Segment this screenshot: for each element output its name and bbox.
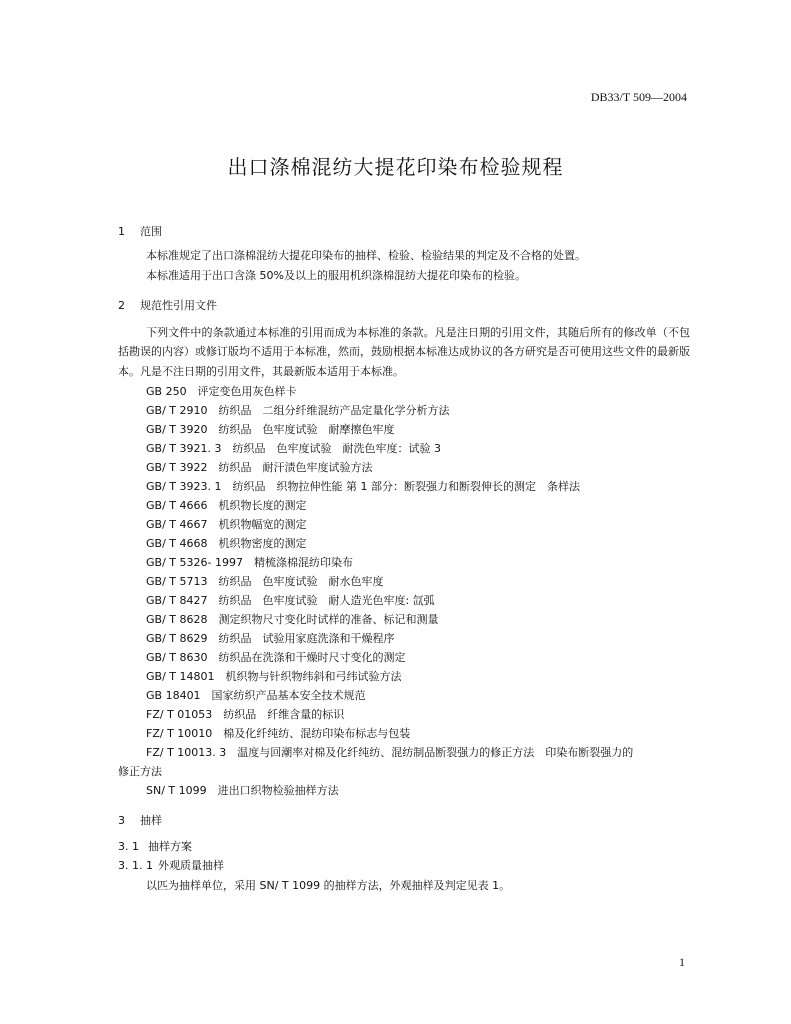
reference-item: GB/ T 14801 机织物与针织物纬斜和弓纬试验方法 <box>146 670 402 683</box>
reference-item: GB/ T 4668 机织物密度的测定 <box>146 537 307 550</box>
section-3-heading <box>118 812 162 828</box>
section-2-heading <box>118 297 217 313</box>
section-title: 外观质量抽样 <box>158 859 224 872</box>
section-number: 2 <box>118 299 125 312</box>
subsection-3-1-1-heading <box>118 857 224 873</box>
reference-item: GB/ T 8427 纺织品 色牢度试验 耐人造光色牢度: 氙弧 <box>146 594 435 607</box>
section-number: 1 <box>118 225 125 238</box>
reference-item: GB 250 评定变色用灰色样卡 <box>146 385 297 398</box>
reference-item: GB/ T 3923. 1 纺织品 织物拉伸性能 第 1 部分：断裂强力和断裂伸长的测定 条样法 <box>146 480 580 493</box>
section-title: 抽样方案 <box>148 840 192 853</box>
reference-item: GB/ T 5326- 1997 精梳涤棉混纺印染布 <box>146 556 353 569</box>
reference-item: GB/ T 3920 纺织品 色牢度试验 耐摩擦色牢度 <box>146 423 395 436</box>
section-2-intro: 下列文件中的条款通过本标准的引用而成为本标准的条款。凡是注日期的引用文件，其随后所有的修改单（不包括勘误的内容）或修订版均不适用于本标准，然而，鼓励根据本标准达成协议的各方研究是否可使用这些文件的最新版本。凡是不注日期的引用文件，其最新版本适用于本标准。 <box>118 326 690 378</box>
reference-item-continuation: 修正方法 <box>118 765 162 778</box>
reference-item: GB/ T 8630 纺织品在洗涤和干燥时尺寸变化的测定 <box>146 651 406 664</box>
reference-item: GB/ T 2910 纺织品 二组分纤维混纺产品定量化学分析方法 <box>146 404 450 417</box>
subsection-3-1-heading <box>118 838 192 854</box>
section-1-paragraph-1: 本标准规定了出口涤棉混纺大提花印染布的抽样、检验、检验结果的判定及不合格的处置。 <box>146 249 586 262</box>
section-number: 3. 1. 1 <box>118 859 153 872</box>
reference-item: GB/ T 5713 纺织品 色牢度试验 耐水色牢度 <box>146 575 384 588</box>
section-3-paragraph: 以匹为抽样单位，采用 SN/ T 1099 的抽样方法，外观抽样及判定见表 1。 <box>146 879 511 892</box>
reference-item: SN/ T 1099 进出口织物检验抽样方法 <box>146 784 339 797</box>
section-title: 抽样 <box>140 814 162 827</box>
reference-item: GB/ T 3922 纺织品 耐汗渍色牢度试验方法 <box>146 461 373 474</box>
section-number: 3. 1 <box>118 840 139 853</box>
reference-item: GB/ T 4667 机织物幅宽的测定 <box>146 518 307 531</box>
reference-item: FZ/ T 01053 纺织品 纤维含量的标识 <box>146 708 345 721</box>
reference-item: FZ/ T 10010 棉及化纤纯纺、混纺印染布标志与包装 <box>146 727 411 740</box>
reference-item: FZ/ T 10013. 3 温度与回潮率对棉及化纤纯纺、混纺制品断裂强力的修正方法 印染布断裂强力的 <box>146 746 634 759</box>
page-number: 1 <box>679 955 685 969</box>
section-title: 规范性引用文件 <box>140 299 217 312</box>
reference-item: GB 18401 国家纺织产品基本安全技术规范 <box>146 689 366 702</box>
section-1-paragraph-2: 本标准适用于出口含涤 50%及以上的服用机织涤棉混纺大提花印染布的检验。 <box>146 269 526 282</box>
document-title: 出口涤棉混纺大提花印染布检验规程 <box>227 155 564 179</box>
reference-item: GB/ T 8629 纺织品 试验用家庭洗涤和干燥程序 <box>146 632 395 645</box>
section-number: 3 <box>118 814 125 827</box>
reference-item: GB/ T 3921. 3 纺织品 色牢度试验 耐洗色牢度：试验 3 <box>146 442 441 455</box>
reference-item: GB/ T 4666 机织物长度的测定 <box>146 499 307 512</box>
section-1-heading <box>118 223 162 239</box>
document-code: DB33/T 509—2004 <box>590 90 687 104</box>
reference-item: GB/ T 8628 测定织物尺寸变化时试样的准备、标记和测量 <box>146 613 439 626</box>
section-title: 范围 <box>140 225 162 238</box>
